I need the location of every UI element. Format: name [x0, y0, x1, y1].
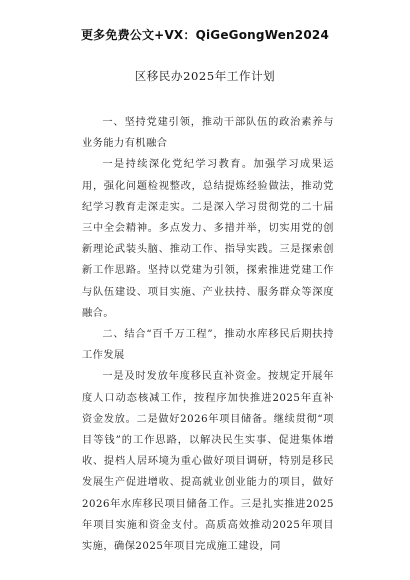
watermark-text: 更多免费公文+VX：QiGeGongWen2024 [80, 28, 329, 42]
section-heading: 二、结合“百千万工程”，推动水库移民后期扶持工作发展 [82, 329, 334, 362]
body-paragraph: 一是及时发放年度移民直补资金。按规定开展年度人口动态核减工作，按程序加快推进2025年直补资金发放。二是做好2026年项目储备。继续贯彻“项目等钱”的工作思路，以解决民生实事、促进集体增收、提档人居环境为重心做好项目调研，特别是移民发展生产促进增收、提高就业创业能力的项目，做好2026年水库移民项目储备工作。三是扎实推进2025年项目实施和资金支付。高质高效推动2025年项目实施，确保2025年项目完成施工建设，同 [82, 371, 334, 553]
document-title: 区移民办2025年工作计划 [134, 69, 276, 83]
section-heading: 一、坚持党建引领，推动干部队伍的政治素养与业务能力有机融合 [82, 117, 334, 150]
body-paragraph: 一是持续深化党纪学习教育。加强学习成果运用，强化问题检视整改，总结提炼经验做法，推动党纪学习教育走深走实。二是深入学习贯彻党的二十届三中全会精神。多点发力、多措并举，切实用党的创新理论武装头脑、推动工作、指导实践。三是探索创新工作思路。坚持以党建为引领，探索推进党建工作与队伍建设、项目实施、产业扶持、服务群众等深度融合。 [82, 159, 334, 319]
document-body [82, 112, 334, 557]
